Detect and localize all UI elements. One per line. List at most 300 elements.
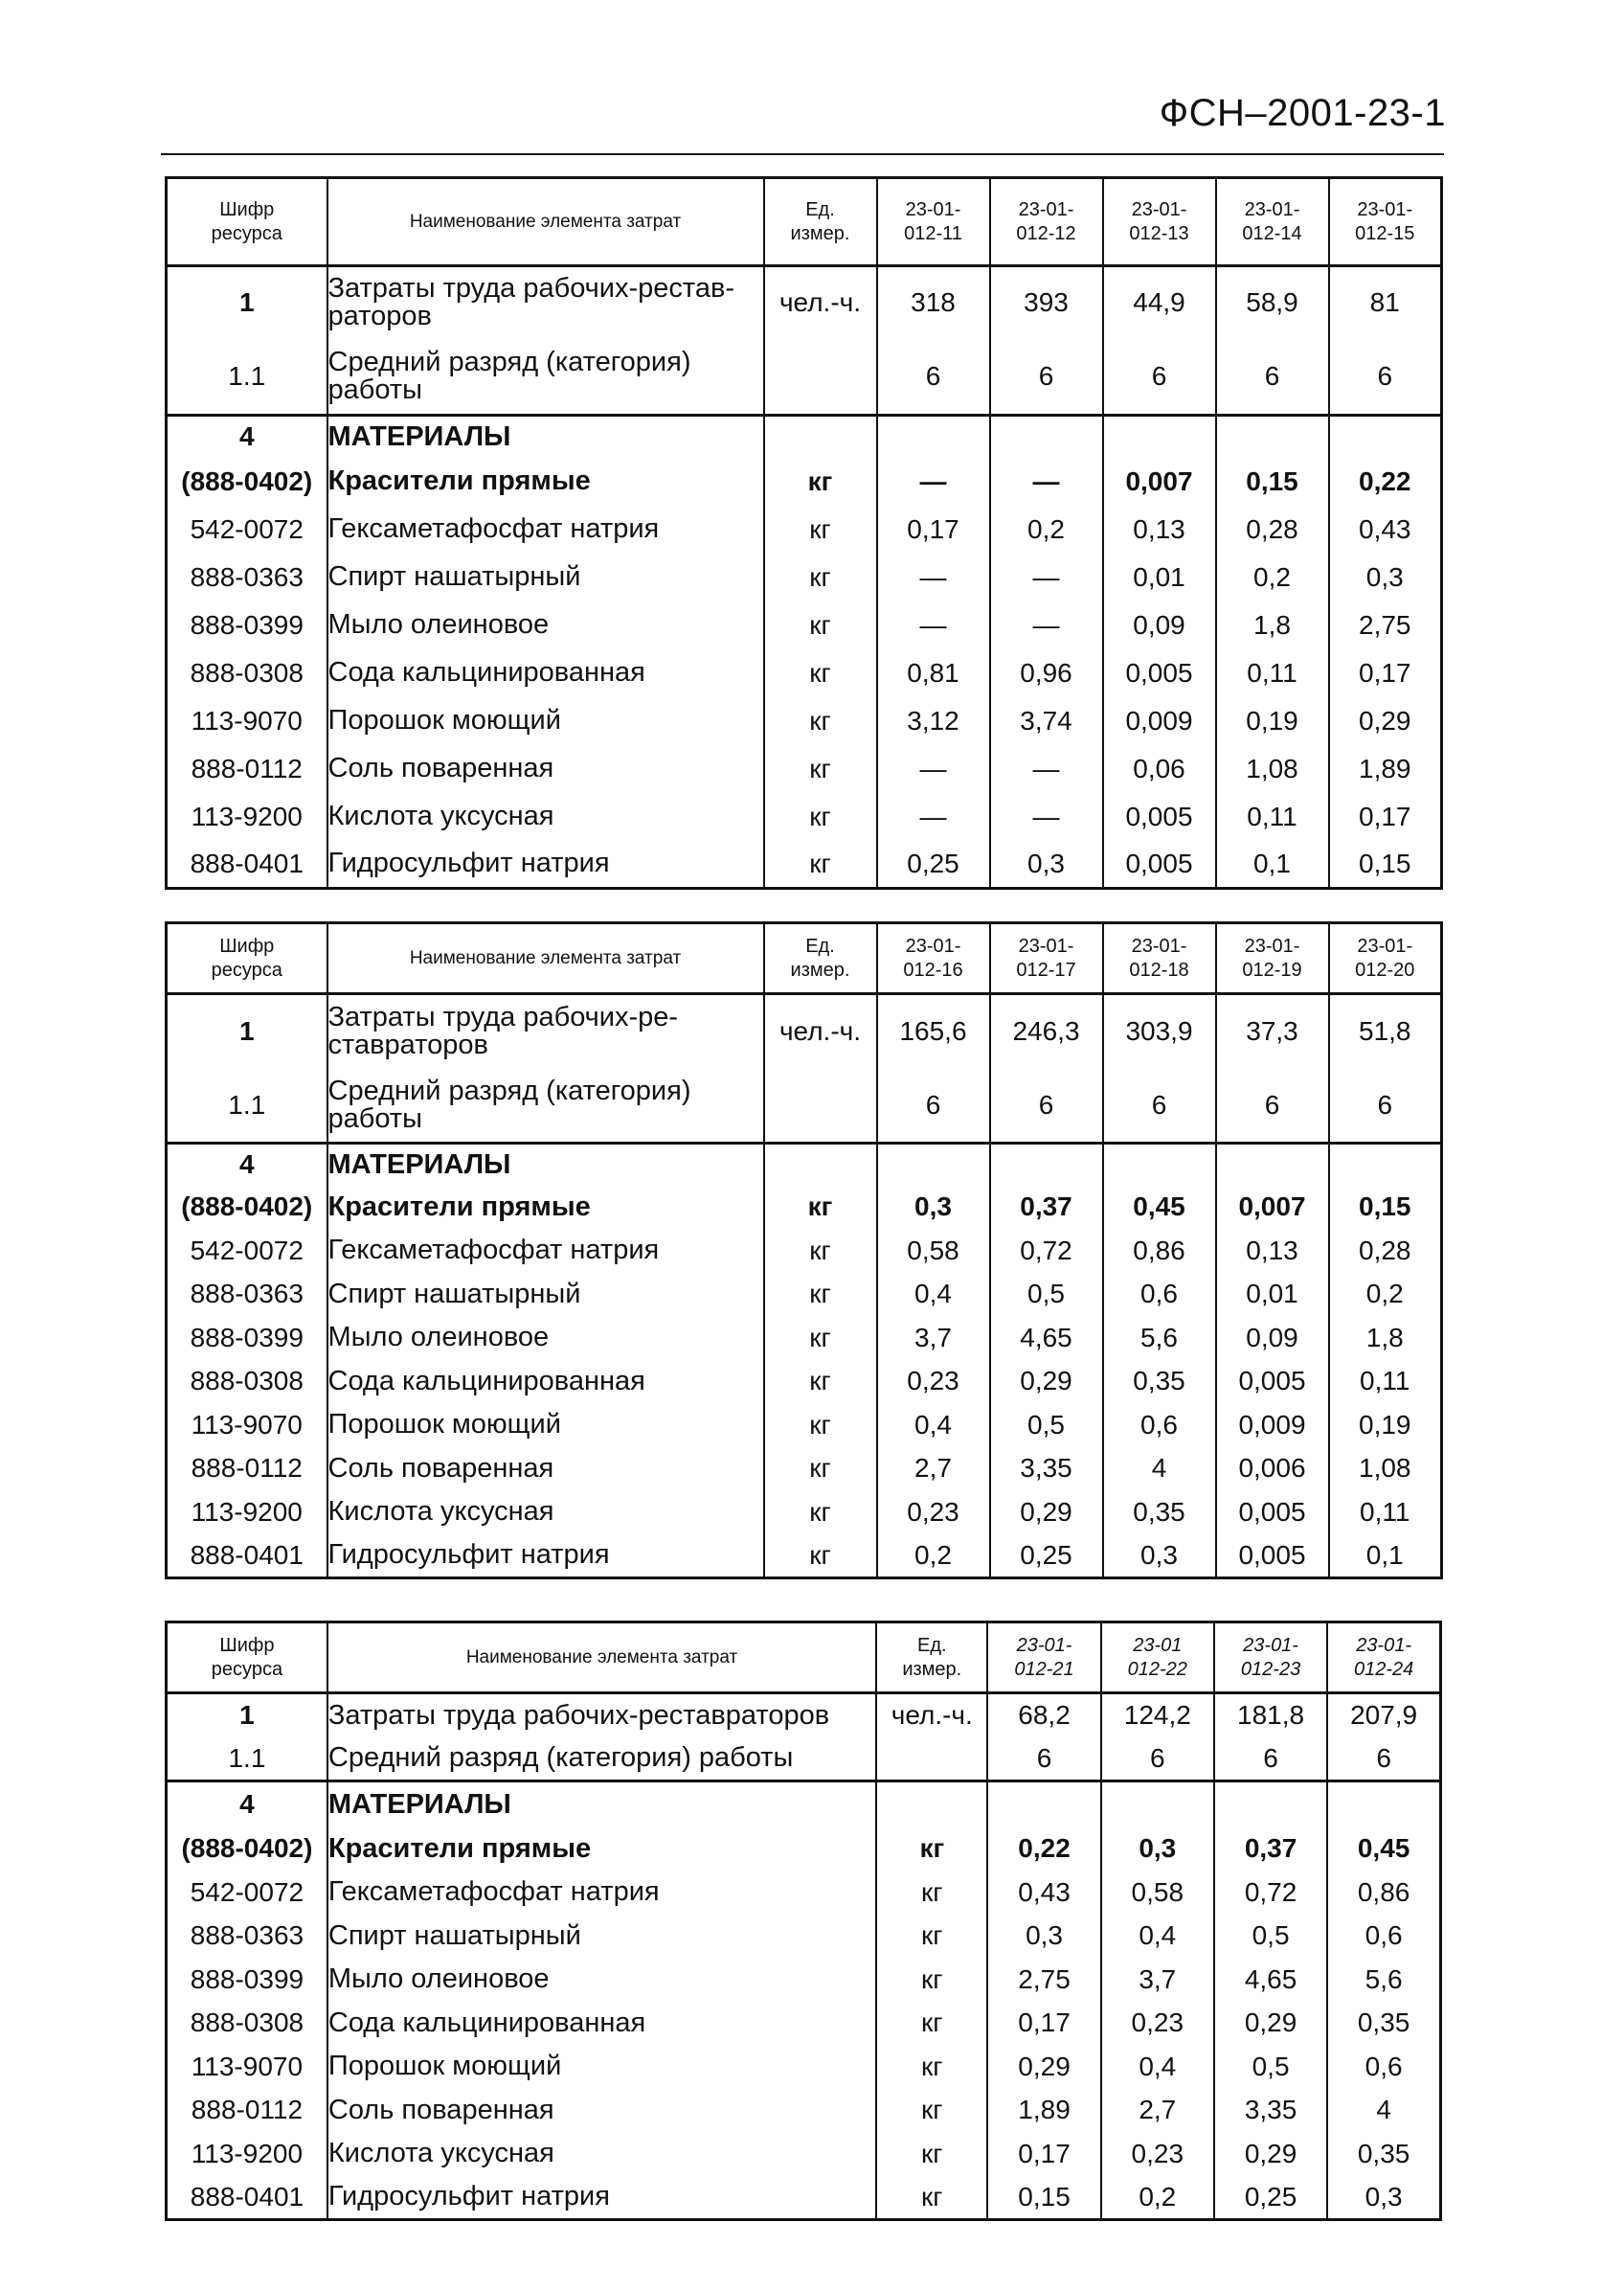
resource-value: 5,6 (1327, 1958, 1440, 2002)
resource-value: 0,13 (1216, 1229, 1329, 1273)
resource-value: 0,19 (1216, 697, 1329, 745)
resource-code: 888-0308 (167, 2002, 327, 2046)
header-norm-code (990, 923, 1103, 994)
resource-value: 0,11 (1216, 793, 1329, 841)
table-row (167, 554, 1442, 601)
resource-value: 0,005 (1216, 1360, 1329, 1404)
resource-name: Спирт нашатырный (327, 1273, 764, 1317)
table-row (167, 2132, 1441, 2176)
header-norm-code (1216, 923, 1329, 994)
grade-value: 6 (1103, 1069, 1216, 1144)
resource-value: 0,96 (990, 649, 1103, 697)
table-row (167, 1229, 1442, 1273)
resource-value: 3,7 (1101, 1958, 1214, 2002)
header-norm-code (1214, 1622, 1327, 1693)
resource-value: 0,005 (1216, 1534, 1329, 1578)
resource-value: 0,43 (987, 1871, 1100, 1915)
norm-code-line: 23-01 (1133, 1634, 1183, 1656)
resource-name: Красители прямые (327, 1827, 876, 1871)
grade-value: 6 (990, 1069, 1103, 1144)
resource-unit: кг (876, 1915, 987, 1959)
resource-value: 0,19 (1329, 1403, 1442, 1447)
grade-name (327, 339, 764, 416)
resource-name: Сода кальцинированная (327, 2002, 876, 2046)
resource-value: 0,3 (877, 1186, 990, 1230)
norm-code-line: 012-13 (1129, 222, 1189, 244)
header-norm-code (1327, 1622, 1440, 1693)
resource-value: 0,72 (990, 1229, 1103, 1273)
labor-value: 58,9 (1216, 266, 1329, 339)
grade-name-line: Средний разряд (категория) (327, 346, 691, 377)
norm-code-line: 012-19 (1242, 959, 1302, 981)
resource-value: — (990, 458, 1103, 506)
grade-value: 6 (1216, 1069, 1329, 1144)
resource-value: 0,2 (1329, 1273, 1442, 1317)
empty-cell (1329, 1144, 1442, 1186)
resource-value: 0,35 (1327, 2002, 1440, 2046)
resource-value: 0,45 (1103, 1186, 1216, 1230)
resource-value: 0,17 (877, 506, 990, 554)
resource-value: — (990, 601, 1103, 649)
grade-code: 1.1 (167, 1069, 327, 1144)
resource-value: 0,005 (1216, 1490, 1329, 1534)
resource-unit: кг (764, 793, 877, 841)
resource-name: Сода кальцинированная (327, 649, 764, 697)
resource-unit: кг (764, 1186, 877, 1230)
labor-name-line: ставраторов (327, 1030, 488, 1061)
resource-value: 4,65 (1214, 1958, 1327, 2002)
resource-value: 0,6 (1327, 2045, 1440, 2089)
resource-value: 0,005 (1103, 649, 1216, 697)
section-code: 4 (167, 416, 327, 458)
table-row (167, 1273, 1442, 1317)
resource-name: Кислота уксусная (327, 793, 764, 841)
header-unit-line: измер. (902, 1658, 962, 1680)
resource-name: Гидросульфит натрия (327, 2176, 876, 2220)
empty-cell (1101, 1781, 1214, 1827)
resource-unit: кг (764, 1229, 877, 1273)
labor-value: 393 (990, 266, 1103, 339)
table-row (167, 745, 1442, 793)
labor-value: 318 (877, 266, 990, 339)
grade-code: 1.1 (167, 1737, 327, 1781)
resource-code: 113-9070 (167, 2045, 327, 2089)
table-row (167, 2089, 1441, 2133)
table-row (167, 458, 1442, 506)
resource-value: 0,2 (1101, 2176, 1214, 2220)
resource-unit: кг (764, 1360, 877, 1404)
resource-value: 0,35 (1103, 1490, 1216, 1534)
resource-value: 0,1 (1216, 841, 1329, 889)
resource-name: Мыло олеиновое (327, 1958, 876, 2002)
table-row (167, 506, 1442, 554)
empty-cell (1214, 1781, 1327, 1827)
resource-value: 0,5 (1214, 2045, 1327, 2089)
labor-value: 124,2 (1101, 1693, 1214, 1737)
resource-value: 0,4 (877, 1403, 990, 1447)
grade-unit (876, 1737, 987, 1781)
empty-cell (764, 1144, 877, 1186)
resource-unit: кг (764, 554, 877, 601)
resource-code: 888-0399 (167, 601, 327, 649)
empty-cell (877, 416, 990, 458)
grade-name-line: Средний разряд (категория) (327, 1075, 691, 1106)
resource-code: 888-0399 (167, 1316, 327, 1360)
resource-value: 0,17 (987, 2002, 1100, 2046)
empty-cell (1103, 1144, 1216, 1186)
resource-unit: кг (764, 745, 877, 793)
resource-value: 3,74 (990, 697, 1103, 745)
resource-value: 0,11 (1216, 649, 1329, 697)
grade-row (167, 1069, 1442, 1144)
resource-code: 542-0072 (167, 1229, 327, 1273)
resource-value: 2,75 (987, 1958, 1100, 2002)
resource-unit: кг (764, 1273, 877, 1317)
resource-value: 0,3 (1101, 1827, 1214, 1871)
resource-value: 0,81 (877, 649, 990, 697)
labor-code: 1 (167, 266, 327, 339)
labor-value: 181,8 (1214, 1693, 1327, 1737)
resource-value: 0,45 (1327, 1827, 1440, 1871)
resource-value: — (877, 793, 990, 841)
grade-value: 6 (1327, 1737, 1440, 1781)
resource-value: 0,29 (1214, 2132, 1327, 2176)
resource-value: 0,25 (1214, 2176, 1327, 2220)
grade-value: 6 (1216, 339, 1329, 416)
header-unit (876, 1622, 987, 1693)
resource-code: 113-9200 (167, 1490, 327, 1534)
resource-value: 0,22 (987, 1827, 1100, 1871)
resource-code: 888-0308 (167, 1360, 327, 1404)
table-row (167, 841, 1442, 889)
resource-value: 0,06 (1103, 745, 1216, 793)
resource-value: 0,6 (1327, 1915, 1440, 1959)
resource-value: 0,009 (1103, 697, 1216, 745)
resource-value: 0,005 (1103, 841, 1216, 889)
norm-code-line: 012-11 (904, 222, 962, 244)
header-row (167, 923, 1442, 994)
resource-code: 888-0401 (167, 1534, 327, 1578)
resource-value: 0,4 (1101, 2045, 1214, 2089)
table-row (167, 1316, 1442, 1360)
table-row (167, 2176, 1441, 2220)
resource-value: — (877, 554, 990, 601)
resource-value: 2,7 (877, 1447, 990, 1491)
labor-value: 81 (1329, 266, 1442, 339)
header-norm-code (877, 923, 990, 994)
resource-value: 2,75 (1329, 601, 1442, 649)
grade-value: 6 (1329, 1069, 1442, 1144)
resource-name: Кислота уксусная (327, 1490, 764, 1534)
resource-unit: кг (764, 506, 877, 554)
resource-value: 0,005 (1103, 793, 1216, 841)
resource-value: 3,7 (877, 1316, 990, 1360)
resource-name: Соль поваренная (327, 1447, 764, 1491)
resource-value: 0,23 (1101, 2132, 1214, 2176)
resource-value: 0,23 (877, 1490, 990, 1534)
grade-name (327, 1737, 876, 1781)
labor-value: 44,9 (1103, 266, 1216, 339)
grade-name-line: работы (327, 374, 422, 405)
resource-unit: кг (876, 2089, 987, 2133)
header-norm-code (1103, 923, 1216, 994)
resource-value: 0,6 (1103, 1403, 1216, 1447)
resource-name: Гидросульфит натрия (327, 841, 764, 889)
grade-unit (764, 1069, 877, 1144)
table-row (167, 1186, 1442, 1230)
header-code-line: ресурса (211, 1658, 283, 1680)
resource-unit: кг (876, 1827, 987, 1871)
resource-value: 3,35 (990, 1447, 1103, 1491)
resource-value: 0,007 (1216, 1186, 1329, 1230)
norm-code-line: 012-24 (1353, 1658, 1414, 1680)
resource-name: Мыло олеиновое (327, 601, 764, 649)
labor-unit: чел.-ч. (876, 1693, 987, 1737)
table-row (167, 697, 1442, 745)
resource-unit: кг (764, 1534, 877, 1578)
resource-value: 0,29 (1214, 2002, 1327, 2046)
header-code (167, 178, 327, 266)
resource-value: 0,01 (1103, 554, 1216, 601)
table-row (167, 793, 1442, 841)
labor-unit: чел.-ч. (764, 994, 877, 1069)
labor-value: 165,6 (877, 994, 990, 1069)
labor-name (327, 1693, 876, 1737)
norm-code-line: 012-23 (1240, 1658, 1301, 1680)
table-row (167, 1490, 1442, 1534)
resource-value: 0,4 (1101, 1915, 1214, 1959)
header-name: Наименование элемента затрат (327, 1622, 876, 1693)
norm-code-line: 23-01- (1244, 935, 1300, 957)
resource-name: Спирт нашатырный (327, 554, 764, 601)
resource-value: 0,01 (1216, 1273, 1329, 1317)
resource-value: 0,3 (1327, 2176, 1440, 2220)
labor-row (167, 266, 1442, 339)
resource-unit: кг (764, 601, 877, 649)
norm-code-line: 23-01- (1018, 198, 1074, 220)
grade-value: 6 (1329, 339, 1442, 416)
grade-name-line: работы (327, 1102, 422, 1134)
resource-value: 4 (1327, 2089, 1440, 2133)
grade-code: 1.1 (167, 339, 327, 416)
resource-unit: кг (764, 1490, 877, 1534)
resource-name: Соль поваренная (327, 745, 764, 793)
resource-name: Спирт нашатырный (327, 1915, 876, 1959)
resource-code: 113-9200 (167, 793, 327, 841)
labor-name-line: раторов (327, 301, 432, 332)
resource-unit: кг (764, 1403, 877, 1447)
grade-value: 6 (1103, 339, 1216, 416)
resource-code: 113-9070 (167, 697, 327, 745)
empty-cell (877, 1144, 990, 1186)
resource-value: 0,5 (1214, 1915, 1327, 1959)
labor-name (327, 994, 764, 1069)
table-row (167, 1403, 1442, 1447)
table-row (167, 601, 1442, 649)
resource-value: 1,08 (1216, 745, 1329, 793)
materials-section-row (167, 416, 1442, 458)
norm-code-line: 23-01- (1357, 198, 1413, 220)
labor-unit: чел.-ч. (764, 266, 877, 339)
resource-value: 0,2 (1216, 554, 1329, 601)
resource-code: 888-0363 (167, 1273, 327, 1317)
resource-unit: кг (876, 2002, 987, 2046)
resource-code: 542-0072 (167, 1871, 327, 1915)
resource-value: — (877, 458, 990, 506)
section-title: МАТЕРИАЛЫ (327, 416, 764, 458)
labor-value: 37,3 (1216, 994, 1329, 1069)
resource-value: 0,86 (1327, 1871, 1440, 1915)
resource-name: Кислота уксусная (327, 2132, 876, 2176)
table-row (167, 1915, 1441, 1959)
resource-code: 113-9200 (167, 2132, 327, 2176)
resource-value: 0,007 (1103, 458, 1216, 506)
norm-code-line: 012-18 (1129, 959, 1189, 981)
resource-name: Порошок моющий (327, 1403, 764, 1447)
labor-value: 51,8 (1329, 994, 1442, 1069)
resource-name: Красители прямые (327, 458, 764, 506)
grade-value: 6 (990, 339, 1103, 416)
grade-value: 6 (987, 1737, 1100, 1781)
empty-cell (1327, 1781, 1440, 1827)
labor-value: 207,9 (1327, 1693, 1440, 1737)
resource-value: 0,43 (1329, 506, 1442, 554)
resource-value: 0,3 (1103, 1534, 1216, 1578)
resource-value: 0,29 (990, 1360, 1103, 1404)
resource-value: 4,65 (990, 1316, 1103, 1360)
materials-section-row (167, 1781, 1441, 1827)
norm-code-line: 23-01- (1131, 935, 1187, 957)
labor-name (327, 266, 764, 339)
resource-value: 0,37 (990, 1186, 1103, 1230)
table-row (167, 1534, 1442, 1578)
grade-value: 6 (877, 1069, 990, 1144)
empty-cell (990, 416, 1103, 458)
empty-cell (1216, 1144, 1329, 1186)
resource-code: (888-0402) (167, 1827, 327, 1871)
resource-value: 0,37 (1214, 1827, 1327, 1871)
header-code-line: Шифр (219, 1634, 275, 1656)
resource-value: 0,29 (990, 1490, 1103, 1534)
labor-row (167, 1693, 1441, 1737)
norm-code-line: 23-01- (1243, 1634, 1298, 1656)
resource-value: 0,35 (1103, 1360, 1216, 1404)
resource-unit: кг (876, 1871, 987, 1915)
norm-code-line: 23-01- (1357, 935, 1413, 957)
norm-code-line: 012-21 (1014, 1658, 1074, 1680)
resource-value: 0,09 (1216, 1316, 1329, 1360)
resource-unit: кг (764, 1447, 877, 1491)
resource-value: 0,15 (1216, 458, 1329, 506)
section-code: 4 (167, 1781, 327, 1827)
resource-unit: кг (764, 649, 877, 697)
header-unit-line: Ед. (916, 1634, 947, 1656)
resource-value: — (990, 554, 1103, 601)
materials-section-row (167, 1144, 1442, 1186)
resource-value: 0,15 (1329, 1186, 1442, 1230)
resource-value: 0,4 (877, 1273, 990, 1317)
labor-code: 1 (167, 1693, 327, 1737)
resource-value: 0,15 (987, 2176, 1100, 2220)
resource-value: 0,25 (877, 841, 990, 889)
resource-value: 0,09 (1103, 601, 1216, 649)
resource-value: 0,15 (1329, 841, 1442, 889)
section-code: 4 (167, 1144, 327, 1186)
resource-value: 0,17 (987, 2132, 1100, 2176)
resource-value: 0,11 (1329, 1360, 1442, 1404)
labor-name-line: Затраты труда рабочих-реставраторов (327, 1699, 830, 1731)
norm-code-line: 23-01- (1356, 1634, 1411, 1656)
header-norm-code (1329, 178, 1442, 266)
grade-row (167, 339, 1442, 416)
norm-code-line: 012-16 (903, 959, 963, 981)
resource-value: 0,1 (1329, 1534, 1442, 1578)
table-row (167, 649, 1442, 697)
header-row (167, 178, 1442, 266)
table-row (167, 1871, 1441, 1915)
resource-value: 0,17 (1329, 793, 1442, 841)
resource-name: Порошок моющий (327, 697, 764, 745)
resource-value: 0,17 (1329, 649, 1442, 697)
resource-code: 888-0401 (167, 2176, 327, 2220)
resource-value: 0,29 (987, 2045, 1100, 2089)
header-unit-line: Ед. (805, 935, 835, 957)
header-norm-code (877, 178, 990, 266)
resource-value: 0,86 (1103, 1229, 1216, 1273)
empty-cell (1216, 416, 1329, 458)
resource-value: 0,25 (990, 1534, 1103, 1578)
header-code (167, 1622, 327, 1693)
resource-value: 1,8 (1329, 1316, 1442, 1360)
norms-table (165, 176, 1443, 890)
resource-value: 0,58 (1101, 1871, 1214, 1915)
resource-value: 5,6 (1103, 1316, 1216, 1360)
section-title: МАТЕРИАЛЫ (327, 1144, 764, 1186)
resource-code: 542-0072 (167, 506, 327, 554)
norms-table (165, 921, 1443, 1579)
resource-code: 113-9070 (167, 1403, 327, 1447)
header-code-line: Шифр (219, 935, 275, 957)
resource-value: 3,12 (877, 697, 990, 745)
grade-value: 6 (1101, 1737, 1214, 1781)
resource-value: 0,3 (1329, 554, 1442, 601)
resource-name: Гидросульфит натрия (327, 1534, 764, 1578)
table-row (167, 2045, 1441, 2089)
header-unit (764, 178, 877, 266)
resource-value: 3,35 (1214, 2089, 1327, 2133)
resource-value: 0,13 (1103, 506, 1216, 554)
resource-name: Гексаметафосфат натрия (327, 1871, 876, 1915)
grade-value: 6 (877, 339, 990, 416)
top-rule (161, 153, 1444, 155)
resource-unit: кг (876, 1958, 987, 2002)
resource-code: 888-0363 (167, 554, 327, 601)
labor-value: 303,9 (1103, 994, 1216, 1069)
resource-unit: кг (764, 1316, 877, 1360)
resource-value: 0,23 (877, 1360, 990, 1404)
labor-value: 68,2 (987, 1693, 1100, 1737)
empty-cell (1103, 416, 1216, 458)
resource-unit: кг (876, 2176, 987, 2220)
resource-code: 888-0112 (167, 745, 327, 793)
norm-code-line: 23-01- (905, 935, 961, 957)
norm-code-line: 23-01- (1016, 1634, 1072, 1656)
empty-cell (990, 1144, 1103, 1186)
resource-value: 0,11 (1329, 1490, 1442, 1534)
resource-value: 0,5 (990, 1403, 1103, 1447)
norm-code-line: 23-01- (905, 198, 961, 220)
resource-code: 888-0401 (167, 841, 327, 889)
